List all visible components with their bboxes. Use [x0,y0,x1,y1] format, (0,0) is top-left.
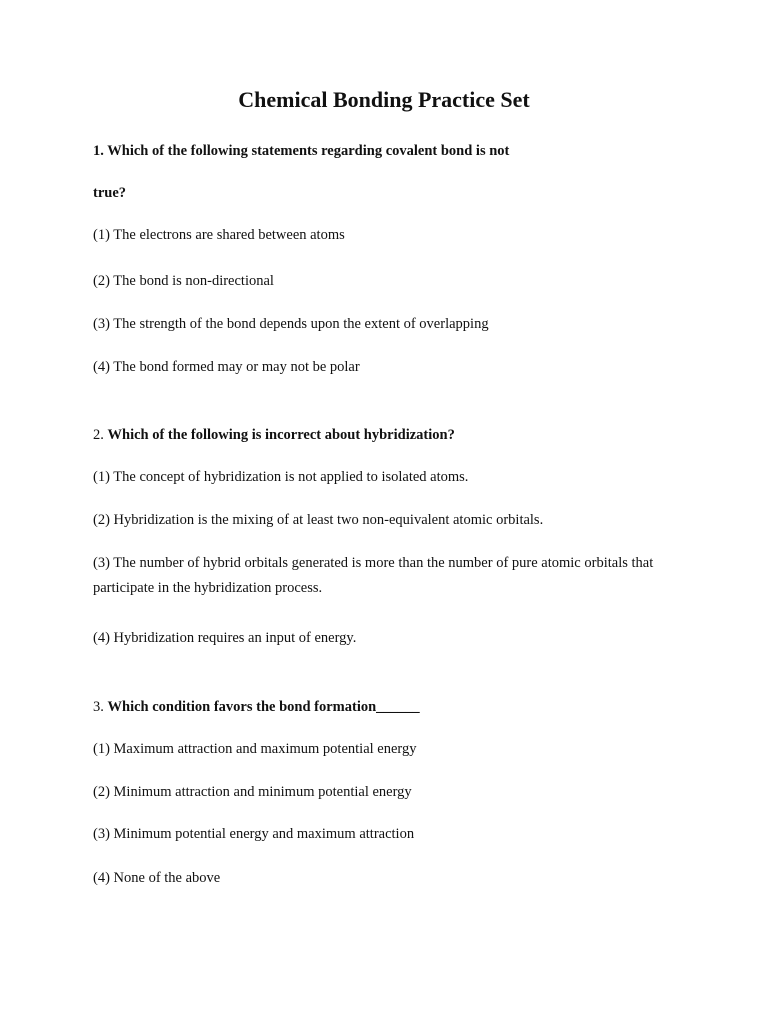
question-3-option-4: (4) None of the above [93,870,221,886]
question-2-text [93,423,683,448]
question-3-option-3: (3) Minimum potential energy and maximum attraction [93,826,415,842]
question-1-option-3: (3) The strength of the bond depends upon the extent of overlapping [93,316,489,332]
question-2-number: 2. [93,427,104,443]
question-2-option-1: (1) The concept of hybridization is not applied to isolated atoms. [93,469,469,485]
question-1-stem: Which of the following statements regarding covalent bond is not [107,143,510,159]
question-3-option-2: (2) Minimum attraction and minimum potential energy [93,784,412,800]
question-3-stem: Which condition favors the bond formation______ [107,699,420,715]
question-1-option-2: (2) The bond is non-directional [93,273,274,289]
question-1-text-line-1 [93,139,683,164]
question-1-number: 1. [93,143,104,159]
question-3-number: 3. [93,699,104,715]
question-2-option-3: (3) The number of hybrid orbitals generated is more than the number of pure atomic orbitals that participate in the hybridization process. [93,555,654,596]
question-1-option-4: (4) The bond formed may or may not be polar [93,359,360,375]
question-1-text-line-2: true? [93,185,127,201]
question-3-option-1: (1) Maximum attraction and maximum potential energy [93,741,417,757]
question-1-option-1: (1) The electrons are shared between atoms [93,227,345,243]
question-2-option-2: (2) Hybridization is the mixing of at least two non-equivalent atomic orbitals. [93,512,544,528]
question-3-text [93,695,683,720]
page-title: Chemical Bonding Practice Set [238,87,530,112]
question-2-stem: Which of the following is incorrect about hybridization? [107,427,455,443]
question-2-option-4: (4) Hybridization requires an input of energy. [93,630,357,646]
